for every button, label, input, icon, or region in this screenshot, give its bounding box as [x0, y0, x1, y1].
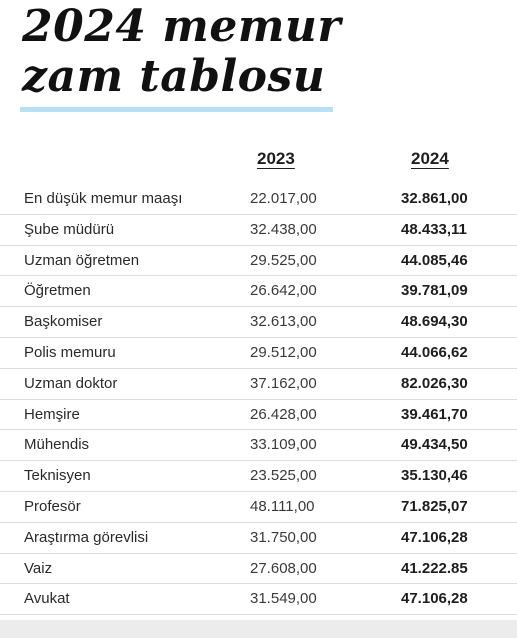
column-header-2023: 2023 — [257, 149, 295, 168]
salary-2024: 44.085,46 — [401, 251, 468, 269]
salary-2023: 29.512,00 — [250, 343, 317, 361]
column-header-2024: 2024 — [411, 149, 449, 168]
salary-table — [0, 184, 517, 615]
table-row — [0, 246, 517, 277]
salary-2023: 26.428,00 — [250, 405, 317, 423]
title-line-1: 2024 memur — [22, 1, 342, 52]
salary-2024: 44.066,62 — [401, 343, 468, 361]
salary-2023: 32.438,00 — [250, 220, 317, 238]
row-label: Uzman öğretmen — [24, 251, 140, 269]
salary-2023: 33.109,00 — [250, 436, 317, 454]
salary-2023: 31.750,00 — [250, 528, 317, 546]
page-title — [22, 2, 341, 102]
title-highlight — [20, 107, 333, 112]
table-row — [0, 400, 517, 431]
salary-2024: 35.130,46 — [401, 467, 468, 485]
table-row — [0, 430, 517, 461]
table-row — [0, 184, 517, 215]
row-label: Vaiz — [24, 559, 53, 577]
table-row — [0, 307, 517, 338]
salary-2024: 39.461,70 — [401, 405, 468, 423]
row-label: Başkomiser — [24, 313, 103, 331]
table-row — [0, 554, 517, 585]
row-label: Hemşire — [24, 405, 80, 423]
bottom-strip — [0, 620, 517, 638]
salary-2023: 27.608,00 — [250, 559, 317, 577]
table-row — [0, 584, 517, 615]
table-row — [0, 461, 517, 492]
salary-2023: 26.642,00 — [250, 282, 317, 300]
salary-2023: 31.549,00 — [250, 590, 317, 608]
salary-2024: 41.222.85 — [401, 559, 468, 577]
salary-2024: 47.106,28 — [401, 590, 468, 608]
salary-2024: 82.026,30 — [401, 374, 468, 392]
salary-2023: 23.525,00 — [250, 467, 317, 485]
salary-2024: 48.694,30 — [401, 313, 468, 331]
salary-2023: 32.613,00 — [250, 313, 317, 331]
table-row — [0, 369, 517, 400]
row-label: Araştırma görevlisi — [24, 528, 149, 546]
row-label: Mühendis — [24, 436, 90, 454]
row-label: En düşük memur maaşı — [24, 190, 183, 207]
salary-2024: 47.106,28 — [401, 528, 468, 546]
salary-2023: 37.162,00 — [250, 374, 317, 392]
salary-2024: 32.861,00 — [401, 190, 468, 207]
row-label: Şube müdürü — [24, 220, 115, 238]
table-row — [0, 215, 517, 246]
row-label: Öğretmen — [24, 282, 91, 300]
table-row — [0, 276, 517, 307]
row-label: Polis memuru — [24, 343, 116, 361]
table-row — [0, 523, 517, 554]
salary-2024: 49.434,50 — [401, 436, 468, 454]
salary-2023: 29.525,00 — [250, 251, 317, 269]
table-row — [0, 338, 517, 369]
salary-2024: 71.825,07 — [401, 497, 468, 515]
table-row — [0, 492, 517, 523]
row-label: Profesör — [24, 497, 81, 515]
salary-2024: 39.781,09 — [401, 282, 468, 300]
row-label: Teknisyen — [24, 467, 91, 485]
salary-2024: 48.433,11 — [401, 220, 467, 238]
row-label: Uzman doktor — [24, 374, 118, 392]
salary-2023: 48.111,00 — [250, 497, 315, 515]
title-line-2: zam tablosu — [22, 51, 326, 102]
salary-2023: 22.017,00 — [250, 190, 317, 207]
row-label: Avukat — [24, 590, 70, 608]
